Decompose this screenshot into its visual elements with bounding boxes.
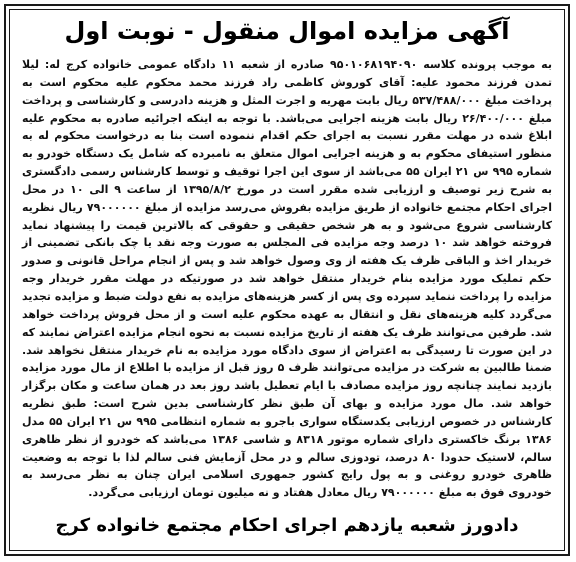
notice-frame [4,4,570,556]
notice-signature: دادورز شعبه یازدهم اجرای احکام مجتمع خانواده کرج [55,515,519,536]
notice-body: به موجب پرونده کلاسه ۹۵۰۱۰۶۸۱۹۴۰۹۰ صادره از شعبه ۱۱ دادگاه عمومی خانواده کرج له: لیلا تمدن فرزند محمود علیه: آقای کوروش کاظمی راد فرزند محمد محکوم علیه محکوم است به پرداخت مبلغ ۵۳۷/۴۸۸/۰۰۰ ریال بابت مهریه و اجرت المثل و هزینه دادرسی و کارشناسی و پرداخت مبلغ ۲۶/۴۰۰/۰۰۰ ریال بابت هزینه اجرایی می‌باشد. با توجه به اینکه اجرائیه صادره به محکوم علیه ابلاغ شده در مهلت مقرر نسبت به اجرای حکم اقدام ننموده است بنا به درخواست محکوم له به منظور استیفای محکوم به و هزینه اجرایی اموال متعلق به نامبرده که شامل یک دستگاه خودرو به شماره ۹۹۵ س ۲۱ ایران ۵۵ می‌باشد از سوی این اجرا توقیف و توسط کارشناس رسمی دادگستری به شرح زیر توصیف و ارزیابی شده مقرر است در مورخ ۱۳۹۵/۸/۲ از ساعت ۹ الی ۱۰ در محل اجرای احکام مجتمع خانواده از طریق مزایده بفروش می‌رسد مزایده از مبلغ ۷۹۰۰۰۰۰۰ ریال نظریه کارشناسی شروع می‌شود و به هر شخص حقیقی و حقوقی که بالاترین قیمت را پیشنهاد نماید فروخته خواهد شد ۱۰ درصد وجه مزایده فی المجلس به صورت وجه نقد یا چک بانکی تضمینی از خریدار اخذ و الباقی ظرف یک هفته از وی وصول خواهد شد و پس از انجام مراحل قانونی و صدور حکم تملیک مورد مزایده بنام خریدار منتقل خواهد شد در صورتیکه در مهلت مقرر خریدار وجه مزایده را پرداخت ننماید سپرده وی پس از کسر هزینه‌های مزایده به نفع دولت ضبط و مزایده تجدید می‌گردد کلیه هزینه‌های نقل و انتقال به عهده محکوم علیه است و از محل فروش پرداخت خواهد شد. طرفین می‌توانند ظرف یک هفته از تاریخ مزایده نسبت به نحوه انجام مزایده اعتراض نمایند که در این صورت تا رسیدگی به اعتراض از سوی دادگاه مورد مزایده به نام خریدار منتقل نخواهد شد. ضمنا طالبین به شرکت در مزایده می‌توانند ظرف ۵ روز قبل از مزایده با اطلاع از مال مورد مزایده بازدید نمایند چنانچه روز مزایده مصادف با ایام تعطیل باشد روز بعد در همان ساعت و مکان برگزار خواهد شد. مال مورد مزایده و بهای آن طبق نظر کارشناسی بدین شرح است: طبق نظریه کارشناس در خصوص ارزیابی یکدستگاه سواری باجرو به شماره انتظامی ۹۹۵ س ۲۱ ایران ۵۵ مدل ۱۳۸۶ برنگ خاکستری دارای شماره موتور ۸۳۱۸ و شاسی ۱۳۸۶ می‌باشد که خودرو از نظر ظاهری سالم، لاستیک حدودا ۸۰ درصد، تودوزی سالم و در محل آزمایش فنی سالم لذا با توجه به وضعیت ظاهری خودرو روغنی و به پول رایج کشور جمهوری اسلامی ایران چنان به نظر می‌رسد به خودروی فوق به مبلغ ۷۹۰۰۰۰۰۰ ریال معادل هفتاد و نه میلیون تومان ارزیابی می‌گردد. [22,58,553,500]
notice-title: آگهی مزایده اموال منقول - نوبت اول [64,17,510,45]
